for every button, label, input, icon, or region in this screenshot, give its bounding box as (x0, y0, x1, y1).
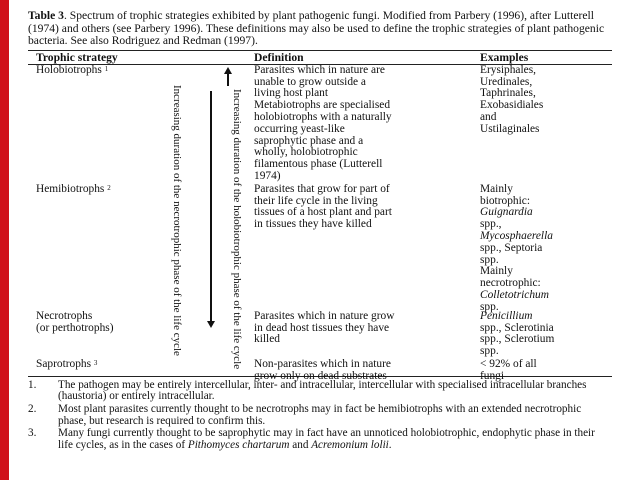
necrotrophic-arrow-shaft (210, 91, 212, 321)
definition-holobiotrophs: Parasites which in nature are unable to grow outside a living host plant Metabiotrophs are specialised holobiotrophs with a naturally occurring yeast-like saprophytic phase and a wholly, holobiotrophic filamentous phase (Lutterell 1974) (254, 63, 392, 182)
column-header-definition: Definition (254, 50, 304, 64)
column-header-strategy: Trophic strategy (36, 50, 118, 64)
slide-accent-bar (0, 0, 9, 480)
examples-holobiotrophs: Erysiphales, Uredinales, Taphrinales, Exobasidiales and Ustilaginales (480, 63, 544, 135)
footnote-1: 1. The pathogen may be entirely intercellular, inter- and intracellular, intercellular with specialised intracellular branches (haustoria) or entirely intracellular. (28, 378, 587, 403)
holobiotrophic-axis-label: Increasing duration of the holobiotrophic phase of the life cycle (231, 88, 243, 369)
examples-saprotrophs: < 92% of all fungi (480, 357, 537, 382)
strategy-saprotrophs: Saprotrophs $^3$ (36, 357, 98, 370)
strategy-necrotrophs: Necrotrophs (or perthotrophs) (36, 309, 114, 334)
holobiotrophic-arrow-shaft (227, 74, 229, 86)
arrow-up-icon (224, 67, 232, 74)
column-header-examples: Examples (480, 50, 529, 64)
document-page (28, 10, 612, 452)
definition-saprotrophs: Non-parasites which in nature grow only on dead substrates (254, 357, 391, 382)
definition-hemibiotrophs: Parasites that grow for part of their life cycle in the living tissues of a host plant and part in tissues they have killed (254, 182, 392, 231)
table-caption (28, 10, 612, 48)
arrow-down-icon (207, 321, 215, 328)
strategy-holobiotrophs: Holobiotrophs $^1$ (36, 63, 109, 76)
caption-text: . Spectrum of trophic strategies exhibited by plant pathogenic fungi. Modified from Parbery (1996), after Lutterell (1974) and others (see Parbery 1996). These definitions may also be used to define the trophic strategies of plant pathogenic bacteria. See also Rodriguez and Redman (1997). (28, 9, 605, 48)
definition-necrotrophs: Parasites which in nature grow in dead host tissues they have killed (254, 309, 395, 346)
footnote-2: 2. Most plant parasites currently thought to be necrotrophs may in fact be hemibiotrophs with an extended necrotrophic phase, but research is required to confirm this. (28, 402, 582, 427)
table-body (28, 63, 612, 382)
examples-necrotrophs: Penicillium spp., Sclerotinia spp., Sclerotium spp. (480, 309, 555, 358)
caption-label: Table 3 (28, 9, 64, 22)
strategy-hemibiotrophs: Hemibiotrophs $^2$ (36, 182, 111, 195)
footnote-3: 3. Many fungi currently thought to be saprophytic may in fact have an unnoticed holobiotrophic, endophytic phase in their life cycles, as in the cases of Pithomyces chartarum and Acremonium lolii. (28, 427, 595, 451)
examples-hemibiotrophs: Mainly biotrophic: Guignardia spp., Mycosphaerella spp., Septoria spp. Mainly necrotrophic: Colletotrichum spp. (480, 182, 553, 313)
table-header (28, 51, 612, 64)
footnotes (28, 380, 612, 452)
necrotrophic-axis-label: Increasing duration of the necrotrophic phase of the life cycle (171, 84, 183, 356)
